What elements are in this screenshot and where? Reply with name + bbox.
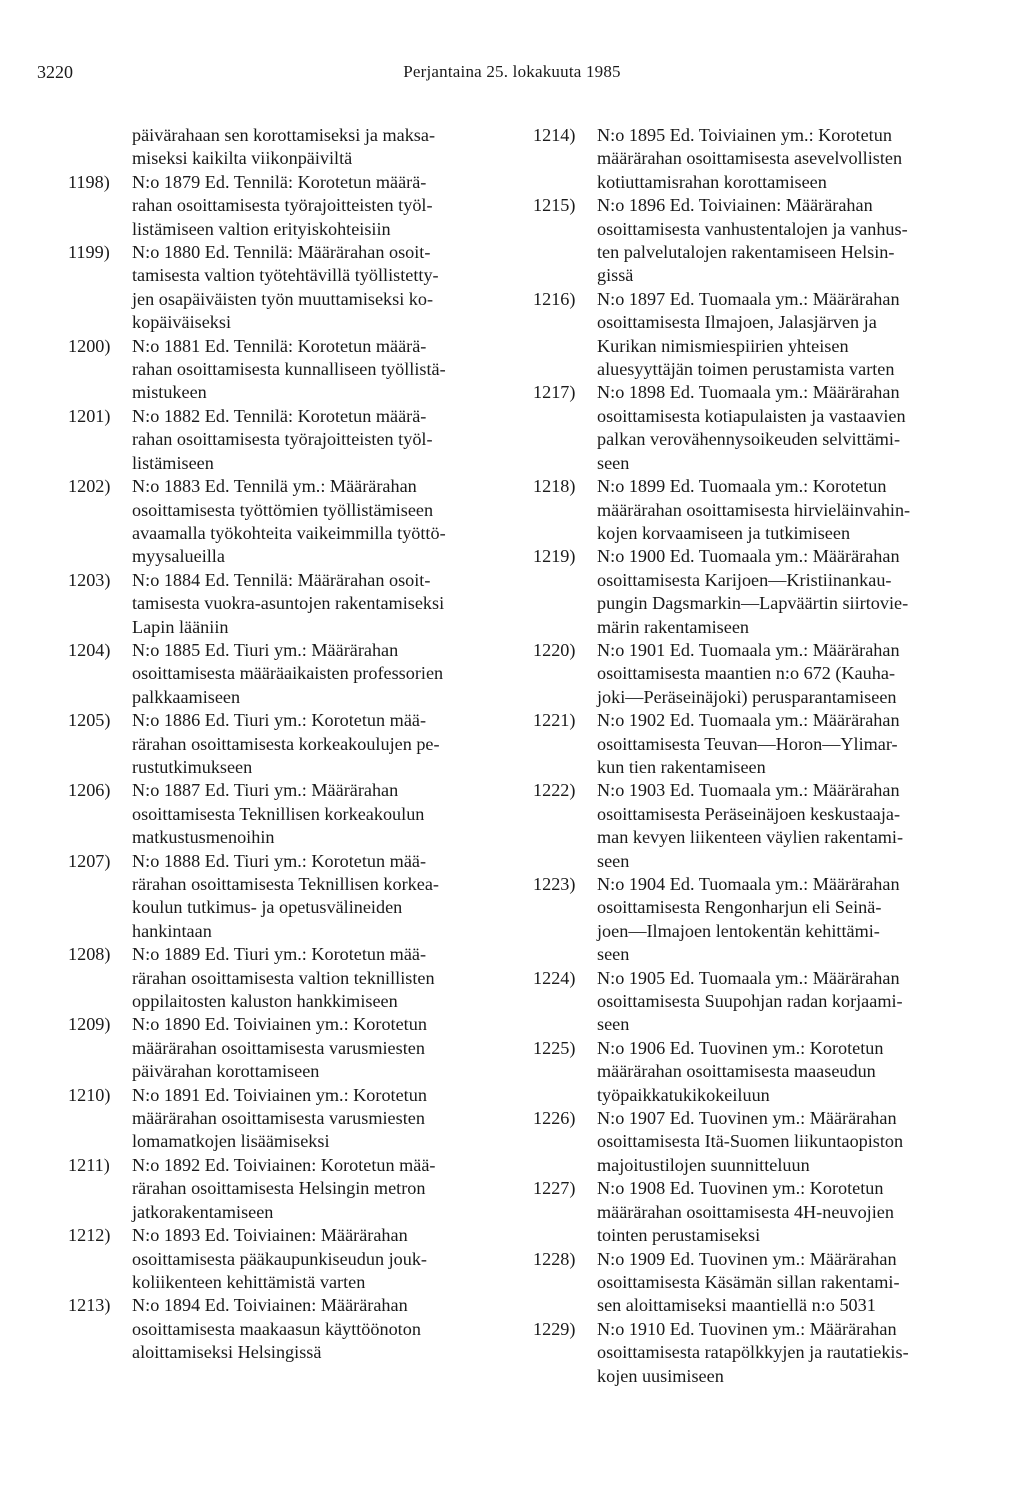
list-item	[533, 1248, 997, 1318]
text-line: N:o 1900 Ed. Tuomaala ym.: Määrärahan	[597, 546, 900, 567]
list-item	[533, 124, 997, 194]
entry-text	[597, 639, 997, 709]
text-line: palkan verovähennysoikeuden selvittämi-	[597, 429, 901, 450]
text-line: mistukeen	[132, 382, 207, 403]
text-line: osoittamisesta ratapölkkyjen ja rautatiekis-	[597, 1342, 909, 1363]
text-line: N:o 1881 Ed. Tennilä: Korotetun määrä-	[132, 335, 427, 356]
text-line: N:o 1883 Ed. Tennilä ym.: Määrärahan	[132, 476, 417, 497]
text-line: kopäiväiseksi	[132, 312, 232, 333]
list-item	[68, 1154, 532, 1224]
entry-text	[132, 779, 532, 849]
text-line: määrärahan osoittamisesta 4H-neuvojien	[597, 1201, 894, 1222]
text-line: oppilaitosten kaluston hankkimiseen	[132, 991, 398, 1012]
list-item	[68, 639, 532, 709]
entry-number: 1203)	[68, 569, 111, 590]
entry-number: 1207)	[68, 850, 111, 871]
text-line: kotiuttamisrahan korottamiseen	[597, 171, 827, 192]
entry-text	[132, 639, 532, 709]
entry-number: 1215)	[533, 195, 576, 216]
text-line: osoittamisesta pääkaupunkiseudun jouk-	[132, 1248, 427, 1269]
entry-number: 1200)	[68, 335, 111, 356]
text-line: tointen perustamiseksi	[597, 1225, 761, 1246]
entry-number: 1216)	[533, 288, 576, 309]
list-item	[533, 288, 997, 382]
entry-text	[132, 171, 532, 241]
list-item	[533, 545, 997, 639]
text-line: osoittamisesta maantien n:o 672 (Kauha-	[597, 663, 895, 684]
entry-text	[132, 943, 532, 1013]
right-column	[533, 124, 997, 1388]
entry-text	[132, 709, 532, 779]
text-line: päivärahaan sen korottamiseksi ja maksa-	[132, 125, 436, 145]
entry-number: 1214)	[533, 125, 576, 145]
text-line: N:o 1907 Ed. Tuovinen ym.: Määrärahan	[597, 1108, 897, 1129]
entry-text	[597, 1177, 997, 1247]
text-line: työpaikkatukikokeiluun	[597, 1084, 770, 1105]
entry-number: 1212)	[68, 1225, 111, 1246]
list-item	[68, 335, 532, 405]
text-line: rahan osoittamisesta työrajoitteisten työl-	[132, 429, 433, 450]
text-line: osoittamisesta Ilmajoen, Jalasjärven ja	[597, 312, 877, 333]
entry-text	[132, 405, 532, 475]
text-line: miseksi kaikilta viikonpäiviltä	[132, 148, 353, 169]
text-line: N:o 1898 Ed. Tuomaala ym.: Määrärahan	[597, 382, 900, 403]
text-line: N:o 1899 Ed. Tuomaala ym.: Korotetun	[597, 476, 887, 497]
text-line: N:o 1891 Ed. Toiviainen ym.: Korotetun	[132, 1084, 427, 1105]
page-number: 3220	[37, 62, 73, 82]
text-line: N:o 1886 Ed. Tiuri ym.: Korotetun mää-	[132, 710, 427, 731]
text-line: Lapin lääniin	[132, 616, 229, 637]
text-line: N:o 1897 Ed. Tuomaala ym.: Määrärahan	[597, 288, 900, 309]
entry-number: 1205)	[68, 710, 111, 731]
list-item	[533, 475, 997, 545]
entry-text	[132, 1013, 532, 1083]
page-header	[37, 62, 987, 86]
text-line: aluesyyttäjän toimen perustamista varten	[597, 359, 895, 380]
text-line: myysalueilla	[132, 546, 225, 567]
list-item	[68, 1013, 532, 1083]
entry-text	[597, 545, 997, 639]
entry-text	[132, 1294, 532, 1364]
text-line: N:o 1882 Ed. Tennilä: Korotetun määrä-	[132, 405, 427, 426]
text-line: osoittamisesta Karijoen—Kristiinankau-	[597, 569, 892, 590]
text-line: N:o 1890 Ed. Toiviainen ym.: Korotetun	[132, 1014, 427, 1035]
list-item	[533, 1177, 997, 1247]
list-item	[68, 850, 532, 944]
list-item	[533, 873, 997, 967]
entry-text	[132, 569, 532, 639]
text-line: sen aloittamiseksi maantiellä n:o 5031	[597, 1295, 876, 1316]
list-item	[533, 1318, 997, 1388]
text-line: tamisesta vuokra-asuntojen rakentamiseksi	[132, 593, 445, 614]
text-line: seen	[597, 850, 630, 871]
text-line: määrärahan osoittamisesta asevelvollisten	[597, 148, 903, 169]
text-line: joki—Peräseinäjoki) perusparantamiseen	[597, 686, 897, 707]
entry-text	[597, 1107, 997, 1177]
text-line: jatkorakentamiseen	[132, 1201, 274, 1222]
entry-text	[132, 241, 532, 335]
text-line: seen	[597, 1014, 630, 1035]
text-line: N:o 1904 Ed. Tuomaala ym.: Määrärahan	[597, 874, 900, 894]
entry-list	[533, 124, 997, 1388]
list-item	[533, 381, 997, 475]
text-line: ten palvelutalojen rakentamiseen Helsin-	[597, 242, 895, 263]
entry-text	[597, 124, 997, 194]
entry-number: 1209)	[68, 1014, 111, 1035]
entry-number: 1224)	[533, 967, 576, 988]
text-line: listämiseen valtion erityiskohteisiin	[132, 218, 391, 239]
text-line: N:o 1884 Ed. Tennilä: Määrärahan osoit-	[132, 569, 431, 590]
entry-number: 1204)	[68, 639, 111, 660]
entry-number: 1213)	[68, 1295, 111, 1316]
entry-text	[597, 873, 997, 967]
text-line: lomamatkojen lisäämiseksi	[132, 1131, 330, 1152]
text-line: rustutkimukseen	[132, 756, 253, 777]
text-line: N:o 1903 Ed. Tuomaala ym.: Määrärahan	[597, 780, 900, 801]
entry-number: 1211)	[68, 1154, 110, 1175]
text-line: joen—Ilmajoen lentokentän kehittämi-	[597, 920, 880, 941]
list-item	[68, 405, 532, 475]
entry-text	[132, 1084, 532, 1154]
list-item	[68, 475, 532, 569]
text-line: osoittamisesta työttömien työllistämiseen	[132, 499, 434, 520]
list-item	[533, 1107, 997, 1177]
text-line: majoitustilojen suunnitteluun	[597, 1154, 810, 1175]
text-line: N:o 1910 Ed. Tuovinen ym.: Määrärahan	[597, 1318, 897, 1339]
text-line: N:o 1889 Ed. Tiuri ym.: Korotetun mää-	[132, 944, 427, 965]
entry-number: 1228)	[533, 1248, 576, 1269]
list-item	[533, 967, 997, 1037]
entry-number: 1226)	[533, 1108, 576, 1129]
text-line: N:o 1888 Ed. Tiuri ym.: Korotetun mää-	[132, 850, 427, 871]
text-line: N:o 1906 Ed. Tuovinen ym.: Korotetun	[597, 1037, 884, 1058]
text-line: osoittamisesta Peräseinäjoen keskustaaja-	[597, 803, 901, 824]
list-item	[68, 779, 532, 849]
running-title: Perjantaina 25. lokakuuta 1985	[403, 62, 621, 81]
list-item	[533, 639, 997, 709]
entry-number: 1223)	[533, 874, 576, 894]
text-line: osoittamisesta Rengonharjun eli Seinä-	[597, 897, 882, 918]
entry-number: 1220)	[533, 639, 576, 660]
text-line: määrärahan osoittamisesta varusmiesten	[132, 1037, 425, 1058]
list-item	[68, 1224, 532, 1294]
entry-text	[132, 335, 532, 405]
list-item	[68, 171, 532, 241]
text-line: päivärahan korottamiseen	[132, 1061, 320, 1082]
text-line: N:o 1879 Ed. Tennilä: Korotetun määrä-	[132, 171, 427, 192]
text-line: N:o 1895 Ed. Toiviainen ym.: Korotetun	[597, 125, 892, 145]
entry-number: 1229)	[533, 1318, 576, 1339]
list-item	[68, 943, 532, 1013]
text-line: Kurikan nimismiespiirien yhteisen	[597, 335, 849, 356]
text-line: listämiseen	[132, 452, 214, 473]
text-line: jen osapäiväisten työn muuttamiseksi ko-	[132, 288, 434, 309]
text-line: gissä	[597, 265, 634, 286]
text-line: osoittamisesta kotiapulaisten ja vastaavien	[597, 405, 906, 426]
list-item	[68, 241, 532, 335]
text-line: N:o 1880 Ed. Tennilä: Määrärahan osoit-	[132, 242, 431, 263]
text-line: N:o 1894 Ed. Toiviainen: Määrärahan	[132, 1295, 408, 1316]
text-line: seen	[597, 452, 630, 473]
entry-text	[597, 1318, 997, 1388]
list-item	[533, 779, 997, 873]
text-line: palkkaamiseen	[132, 686, 241, 707]
text-line: rahan osoittamisesta työrajoitteisten työl-	[132, 195, 433, 216]
entry-number: 1221)	[533, 710, 576, 731]
text-line: määrärahan osoittamisesta hirvieläinvahin-	[597, 499, 911, 520]
entry-text	[132, 1224, 532, 1294]
text-line: N:o 1902 Ed. Tuomaala ym.: Määrärahan	[597, 710, 900, 731]
entry-text	[597, 381, 997, 475]
text-line: osoittamisesta Itä-Suomen liikuntaopiston	[597, 1131, 904, 1152]
text-line: hankintaan	[132, 920, 212, 941]
text-line: tamisesta valtion työtehtävillä työllistetty-	[132, 265, 439, 286]
entry-number: 1217)	[533, 382, 576, 403]
text-line: osoittamisesta Teknillisen korkeakoulun	[132, 803, 425, 824]
text-line: osoittamisesta vanhustentalojen ja vanhus-	[597, 218, 908, 239]
text-line: avaamalla työkohteita vaikeimmilla työttö-	[132, 522, 446, 543]
entry-text	[132, 1154, 532, 1224]
entry-list	[68, 171, 532, 1365]
entry-text	[132, 475, 532, 569]
text-line: märin rakentamiseen	[597, 616, 750, 637]
text-line: kojen uusimiseen	[597, 1365, 724, 1386]
text-line: kojen korvaamiseen ja tutkimiseen	[597, 522, 851, 543]
text-line: N:o 1909 Ed. Tuovinen ym.: Määrärahan	[597, 1248, 897, 1269]
entry-number: 1208)	[68, 944, 111, 965]
list-item	[68, 709, 532, 779]
list-item	[533, 709, 997, 779]
text-line: rahan osoittamisesta kunnalliseen työllistä-	[132, 359, 446, 380]
list-item	[533, 1037, 997, 1107]
entry-text	[597, 1037, 997, 1107]
entry-number: 1201)	[68, 405, 111, 426]
continuation-text	[68, 124, 532, 171]
text-line: aloittamiseksi Helsingissä	[132, 1342, 322, 1363]
entry-text	[597, 779, 997, 873]
list-item	[68, 1084, 532, 1154]
entry-number: 1225)	[533, 1037, 576, 1058]
entry-text	[597, 709, 997, 779]
text-line: osoittamisesta Suupohjan radan korjaami-	[597, 991, 903, 1012]
entry-text	[597, 288, 997, 382]
text-line: osoittamisesta määräaikaisten professorien	[132, 663, 444, 684]
text-line: N:o 1901 Ed. Tuomaala ym.: Määrärahan	[597, 639, 900, 660]
entry-number: 1210)	[68, 1084, 111, 1105]
text-line: rärahan osoittamisesta Teknillisen korkea-	[132, 874, 439, 894]
text-line: määrärahan osoittamisesta maaseudun	[597, 1061, 876, 1082]
text-line: N:o 1905 Ed. Tuomaala ym.: Määrärahan	[597, 967, 900, 988]
text-line: osoittamisesta Teuvan—Horon—Ylimar-	[597, 733, 898, 754]
text-line: rärahan osoittamisesta valtion teknillisten	[132, 967, 435, 988]
list-item	[68, 1294, 532, 1364]
text-line: kun tien rakentamiseen	[597, 756, 766, 777]
entry-number: 1222)	[533, 780, 576, 801]
text-line: N:o 1908 Ed. Tuovinen ym.: Korotetun	[597, 1178, 884, 1199]
text-line: rärahan osoittamisesta Helsingin metron	[132, 1178, 426, 1199]
list-item	[68, 569, 532, 639]
text-line: N:o 1893 Ed. Toiviainen: Määrärahan	[132, 1225, 408, 1246]
text-line: osoittamisesta Käsämän sillan rakentami-	[597, 1271, 900, 1292]
text-line: matkustusmenoihin	[132, 827, 275, 848]
entry-number: 1218)	[533, 476, 576, 497]
left-column	[68, 124, 532, 1365]
text-line: koliikenteen kehittämistä varten	[132, 1271, 366, 1292]
text-line: N:o 1896 Ed. Toiviainen: Määrärahan	[597, 195, 873, 216]
text-line: rärahan osoittamisesta korkeakoulujen pe-	[132, 733, 440, 754]
entry-number: 1198)	[68, 171, 110, 192]
text-line: seen	[597, 944, 630, 965]
entry-text	[132, 850, 532, 944]
text-line: N:o 1892 Ed. Toiviainen: Korotetun mää-	[132, 1154, 436, 1175]
entry-number: 1206)	[68, 780, 111, 801]
text-line: N:o 1885 Ed. Tiuri ym.: Määrärahan	[132, 639, 399, 660]
text-line: pungin Dagsmarkin—Lapväärtin siirtovie-	[597, 593, 909, 614]
text-line: määrärahan osoittamisesta varusmiesten	[132, 1108, 425, 1129]
entry-text	[597, 967, 997, 1037]
text-line: koulun tutkimus- ja opetusvälineiden	[132, 897, 403, 918]
entry-text	[597, 475, 997, 545]
text-line: man kevyen liikenteen väylien rakentami-	[597, 827, 904, 848]
entry-text	[597, 194, 997, 288]
text-line: osoittamisesta maakaasun käyttöönoton	[132, 1318, 421, 1339]
list-item	[533, 194, 997, 288]
entry-number: 1199)	[68, 242, 110, 263]
entry-text	[597, 1248, 997, 1318]
entry-number: 1227)	[533, 1178, 576, 1199]
text-line: N:o 1887 Ed. Tiuri ym.: Määrärahan	[132, 780, 399, 801]
entry-number: 1202)	[68, 476, 111, 497]
entry-number: 1219)	[533, 546, 576, 567]
